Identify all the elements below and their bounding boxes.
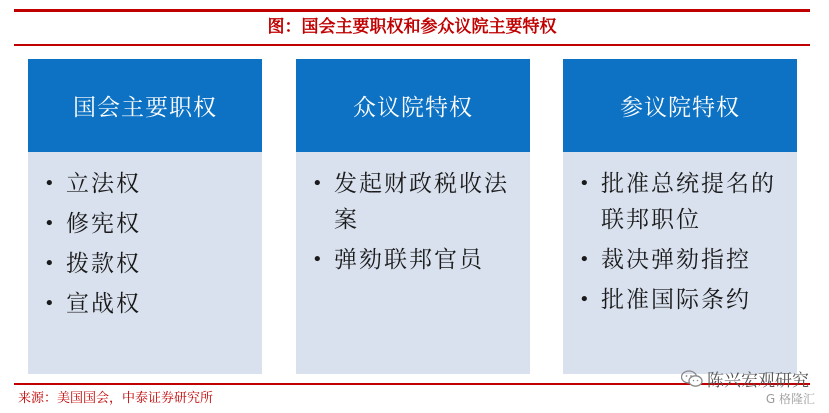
watermark-sub: G 格隆汇 — [765, 392, 815, 406]
watermark — [681, 366, 809, 391]
title-rule — [14, 44, 810, 46]
list-item-text: 发起财政税收法案 — [334, 171, 509, 233]
source-note: 来源：美国国会，中泰证券研究所 — [18, 391, 214, 406]
bullet-icon: • — [312, 249, 325, 270]
figure-title: 图：国会主要职权和参众议院主要特权 — [267, 17, 557, 37]
list-item — [40, 286, 252, 322]
privileges-list — [296, 152, 530, 278]
list-item-text: 弹劾联邦官员 — [334, 247, 484, 273]
top-rule — [14, 9, 810, 12]
bullet-icon: • — [579, 249, 592, 270]
list-item-text: 修宪权 — [66, 211, 141, 237]
list-item — [40, 246, 252, 282]
list-item-text: 拨款权 — [66, 251, 141, 277]
list-item-text: 裁决弹劾指控 — [601, 247, 751, 273]
list-item-text: 批准国际条约 — [601, 287, 751, 313]
column-header: 参议院特权 — [563, 59, 797, 152]
watermark-name: 陈兴宏观研究 — [707, 371, 809, 391]
list-item — [40, 206, 252, 242]
bullet-icon: • — [579, 289, 592, 310]
bullet-icon: • — [579, 173, 592, 194]
bullet-icon: • — [44, 173, 57, 194]
list-item-text: 立法权 — [66, 171, 141, 197]
list-item-text: 批准总统提名的联邦职位 — [601, 171, 776, 233]
column-house-privileges — [296, 59, 530, 374]
privileges-list — [563, 152, 797, 318]
bullet-icon: • — [312, 173, 325, 194]
column-header: 国会主要职权 — [28, 59, 262, 152]
list-item-text: 宣战权 — [66, 291, 141, 317]
list-item — [575, 242, 787, 278]
column-header: 众议院特权 — [296, 59, 530, 152]
list-item — [308, 166, 520, 238]
list-item — [575, 166, 787, 238]
list-item — [308, 242, 520, 278]
column-senate-privileges — [563, 59, 797, 374]
bullet-icon: • — [44, 213, 57, 234]
powers-list — [28, 152, 262, 322]
bullet-icon: • — [44, 293, 57, 314]
bullet-icon: • — [44, 253, 57, 274]
column-congress-powers — [28, 59, 262, 374]
list-item — [40, 166, 252, 202]
list-item — [575, 282, 787, 318]
wechat-icon — [681, 370, 703, 388]
